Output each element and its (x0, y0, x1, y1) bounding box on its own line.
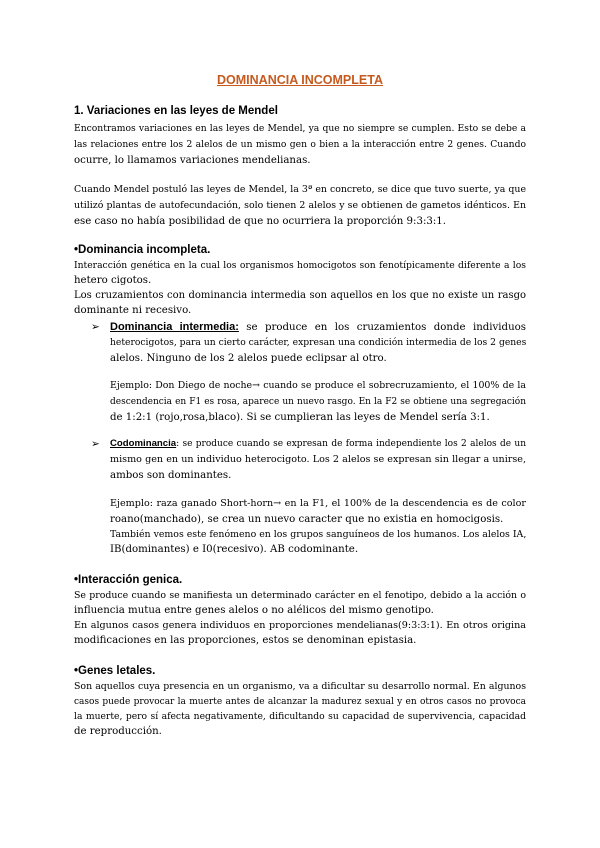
section-heading-interaccion: •Interacción genica. (74, 574, 183, 586)
bullet-line: mismo gen en un individuo heterocigoto. Los 2 alelos se expresan sin llegar a unirse, (110, 454, 526, 465)
paragraph-line: modificaciones en las proporciones, estos se denominan epistasia. (74, 635, 417, 646)
bullet-line: heterocigotos, para un cierto carácter, expresan una condición intermedia de los 2 genes (110, 337, 527, 348)
example-line: descendencia en F1 es rosa, aparece un nuevo rasgo. En la F2 se obtiene una segregación (110, 397, 526, 407)
paragraph-line: ese caso no había posibilidad de que no ocurriera la proporción 9:3:3:1. (74, 216, 447, 227)
term-codominancia: Codominancia (110, 438, 177, 449)
bullet-text: se produce en los cruzamientos donde individuos (238, 322, 527, 333)
example-line: Ejemplo: raza ganado Short-horn→ en la F1, el 100% de la descendencia es de color (110, 498, 526, 509)
example-line: Ejemplo: Don Diego de noche→ cuando se produce el sobrecruzamiento, el 100% de la (110, 380, 526, 391)
paragraph-line: utilizó plantas de autofecundación, solo tienen 2 alelos y se obtienen de gametos idénticos. En (74, 200, 526, 211)
paragraph-line: Se produce cuando se manifiesta un determinado carácter en el fenotipo, debido a la acción o (74, 590, 526, 601)
bullet-arrow-icon: ➢ (91, 438, 100, 450)
paragraph-line: Interacción genética en la cual los organismos homocigotos son fenotípicamente diferente a los (74, 260, 526, 271)
paragraph-line: casos puede provocar la muerte antes de alcanzar la madurez sexual y en otros casos no provoca (74, 697, 526, 707)
paragraph-line: ocurre, lo llamamos variaciones mendelianas. (74, 155, 311, 166)
bullet-arrow-icon: ➢ (91, 321, 100, 333)
section-heading-dominancia: •Dominancia incompleta. (74, 244, 211, 256)
bullet-line: alelos. Ninguno de los 2 alelos puede eclipsar al otro. (110, 353, 387, 364)
example-line: También vemos este fenómeno en los grupos sanguíneos de los humanos. Los alelos IA, (110, 529, 527, 540)
paragraph-line: Cuando Mendel postuló las leyes de Mendel, la 3ª en concreto, se dice que tuvo suerte, ya que (74, 184, 526, 195)
paragraph-line: influencia mutua entre genes alelos o no alélicos del mismo genotipo. (74, 605, 434, 616)
section-heading-variaciones: 1. Variaciones en las leyes de Mendel (74, 105, 278, 117)
paragraph-line: de reproducción. (74, 726, 162, 737)
paragraph-line: Son aquellos cuya presencia en un organismo, va a dificultar su desarrollo normal. En algunos (74, 681, 526, 692)
paragraph-line: Encontramos variaciones en las leyes de Mendel, ya que no siempre se cumplen. Esto se debe a (74, 123, 526, 134)
document-title: DOMINANCIA INCOMPLETA (217, 73, 383, 87)
paragraph-line: la muerte, pero sí afecta negativamente, dificultando su capacidad de supervivencia, capacidad (74, 711, 526, 722)
paragraph-line: En algunos casos genera individuos en proporciones mendelianas(9:3:3:1). En otros origina (74, 620, 526, 631)
paragraph-line: hetero cigotos. (74, 275, 152, 286)
section-heading-letales: •Genes letales. (74, 665, 156, 677)
example-line: roano(manchado), se crea un nuevo caracter que no existia en homocigosis. (110, 514, 504, 525)
paragraph-line: dominante ni recesivo. (74, 305, 192, 316)
bullet-line (110, 320, 526, 335)
bullet-text: : se produce cuando se expresan de forma independiente los 2 alelos de un (176, 439, 526, 449)
example-line: IB(dominantes) e I0(recesivo). AB codominante. (110, 544, 359, 555)
term-dominancia-intermedia: Dominancia intermedia: (110, 321, 239, 333)
paragraph-line: las relaciones entre los 2 alelos de un mismo gen o bien a la interacción entre 2 genes. Cuando (74, 139, 526, 150)
bullet-line: ambos son dominantes. (110, 470, 232, 481)
paragraph-line: Los cruzamientos con dominancia intermedia son aquellos en los que no existe un rasgo (74, 290, 526, 301)
bullet-line (110, 437, 526, 451)
example-line: de 1:2:1 (rojo,rosa,blaco). Si se cumplieran las leyes de Mendel sería 3:1. (110, 412, 490, 423)
